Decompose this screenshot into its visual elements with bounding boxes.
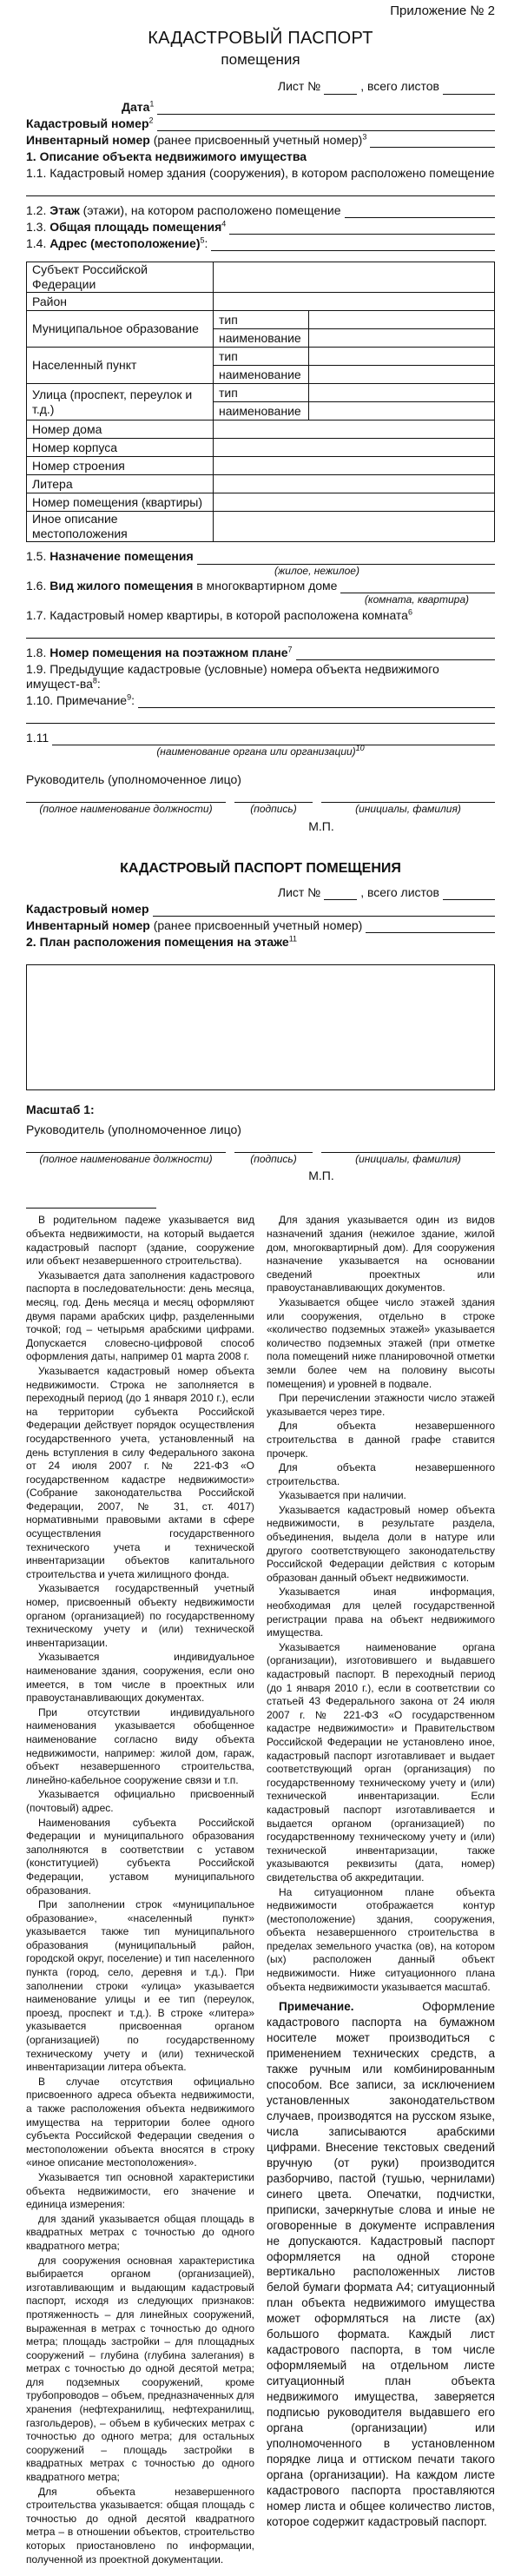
signature-field[interactable] xyxy=(234,791,313,803)
footnote: При заполнении строк «муниципальное образование», «населенный пункт» указывается также тип муниципального образования (муниципальный район, городской округ, поселение) и тип населенного пункта (город, село, деревня и т.д.). При заполнении строки «улица» указывается наименование улицы и ее тип (переулок, проезд, проспект и т.д.). В строке «литера» указывается присвоенная органом (организацией) по государственному техническому учету и (или) технической инвентаризации литера объекта. xyxy=(26,1898,254,2074)
floor-field[interactable] xyxy=(345,206,495,218)
footnote: Указывается официально присвоенный (почтовый) адрес. xyxy=(26,1788,254,1814)
sheet-number-line: Лист № , всего листов xyxy=(26,79,495,94)
area-field[interactable] xyxy=(229,222,495,235)
address-row: Литера xyxy=(27,475,495,493)
residential-type-field[interactable] xyxy=(340,581,495,593)
field-1-6: 1.6. Вид жилого помещения в многоквартирном доме xyxy=(26,579,495,593)
footnote: На ситуационном плане объекта недвижимости отображается контур (местоположение) здания, сооружения, объекта незавершенного строительства в пределах земельного участка (ов), на котором (ых) расположен данный объект недвижимости. Ниже ситуационного плана объекта недвижимости указывается масштаб. xyxy=(267,1885,495,1993)
organ-caption: (наименование органа или организации)$^{10}$ xyxy=(156,744,365,758)
footnote: Для здания указывается один из видов назначений здания (нежилое здание, жилой дом, многоквартирный дом). Для сооружения назначение указывается на основании сведений проектных или правоустанавливающих документов. xyxy=(267,1214,495,1295)
footnote: Указывается при наличии. xyxy=(279,1489,406,1502)
address-row: Субъект Российской Федерации xyxy=(27,262,495,293)
address-value-cell[interactable] xyxy=(214,457,495,475)
floor-plan-box xyxy=(26,964,495,1090)
sheet2-inv-field[interactable] xyxy=(366,921,495,933)
sheet2-cad-row: Кадастровый номер xyxy=(26,902,495,917)
appendix-label: Приложение № 2 xyxy=(390,3,495,18)
address-row: Район xyxy=(27,293,495,311)
address-value-cell[interactable] xyxy=(309,402,495,421)
address-row: Населенный пункт тип xyxy=(27,348,495,366)
footnote: При перечислении этажности число этажей указывается через тире. xyxy=(267,1392,495,1418)
field-1-9: 1.9. Предыдущие кадастровые (условные) номера объекта недвижимого имущест-$ва^8$: xyxy=(26,662,439,692)
address-value-cell[interactable] xyxy=(214,421,495,439)
footnote: Для объекта незавершенного строительства в данной графе ставится прочерк. xyxy=(267,1420,495,1460)
stamp-label: М.П. xyxy=(308,818,334,833)
footnote: для зданий указывается общая площадь в квадратных метрах с точностью до одного квадратного метра; xyxy=(26,2212,254,2252)
address-row: наименование xyxy=(27,329,495,348)
address-row: Иное описание местоположения xyxy=(27,512,495,542)
address-value-cell[interactable] xyxy=(214,262,495,293)
floor-plan-number-field[interactable] xyxy=(296,648,495,660)
address-row: Улица (проспект, переулок и т.д.) тип xyxy=(27,384,495,402)
address-value-cell[interactable] xyxy=(214,493,495,512)
field-1-1: 1.1. Кадастровый номер здания (сооружения), в котором расположено помещение xyxy=(26,165,495,180)
address-value-cell[interactable] xyxy=(309,329,495,348)
footnote: Указывается кадастровый номер объекта недвижимости. Строка не заполняется в переходный период (до 1 января 2010 г.), если на территории субъекта Российской Федерации действует порядок осуществления государственного учета, установленный на день вступления в силу Федерального закона от 24 июля 2007 г. № 221-ФЗ «О государственном кадастре недвижимости» (Собрание законодательства Российской Федерации, 2007, № 31, ст. 4017) нормативными правовыми актами в сфере осуществления государственного технического учета и технической инвентаризации объектов капитального строительства и учета жилищного фонда. xyxy=(26,1364,254,1580)
address-value-cell[interactable] xyxy=(214,439,495,457)
footnote: Указывается наименование органа (организации), изготовившего и выдавшего кадастровый паспорт. В переходный период (до 1 января 2010 г.), если в соответствии со статьей 43 Федерального закона от 24 июля 2007 г. № 221-ФЗ «О государственном кадастре недвижимости» и Правительством Российской Федерации не установлено иное, кадастровый паспорт изготавливает и выдает соответствующий орган (организация) по государственному техническому учету и (или) технической инвентаризации. Если кадастровый паспорт изготавливается и выдается органом (организацией) по государственному техническому учету и (или) технической инвентаризации, также указываются реквизиты (дата, номер) свидетельства об аккредитации. xyxy=(267,1640,495,1884)
address-row: Номер корпуса xyxy=(27,439,495,457)
field-1-7: 1.7. Кадастровый номер квартиры, в которой расположена комната$^6$ xyxy=(26,607,412,622)
footnote: Указывается государственный учетный номер, присвоенный объекту недвижимости органом (организацией) по государственному техническому учету и (или) технической инвентаризации. xyxy=(26,1582,254,1649)
inv-num-field[interactable] xyxy=(370,136,495,148)
document: Приложение № 2 КАДАСТРОВЫЙ ПАСПОРТ помещения Лист № , всего листов Дата$^1$ Кадастровый номер$^2$ Инвентарный номер (ранее присвоенный учетный номер)$^3$ 1. Описание объекта недвижимого имущества 1.1. Кадастровый номер здания (сооружения), в котором расположено помещение 1.2. Этаж (этажи), на котором расположено помещение 1.3. Общая площадь помещения$^4$ 1.4. Адрес (местоположение)$^5$: Субъект Российской Федерации Район Муниципальное образование тип наименование Населенный пункт тип наименование Улица (проспект, переулок и т.д.) тип наименование Номер дома Номер корпуса Номер строения Литера Номер помещения (квартиры) Иное описание местоположения 1.5. Назначение помещения (жилое, нежилое) 1.6. Вид жилого помещения в многоквартирном доме (комната, квартира) 1.7. Кадастровый номер квартиры, в которой расположена комната$^6$ 1.8. Номер помещения на поэтажном плане$^7$ 1.9. Предыдущие кадастровые (условные) номера объекта недвижимого имущест-$ва^8$: 1.10. Примечание$^9$: 1.11 (наименование органа или организации)$^{10}$ Руководитель (уполномоченное лицо) (полное наименование должности) (подпись) (инициалы, фамилия) М.П. КАДАСТРОВЫЙ ПАСПОРТ ПОМЕЩЕНИЯ Лист № , всего листов Кадастровый номер Инвентарный номер (ранее присвоенный учетный номер) 2. План расположения помещения на этаже$^{11}$ Масштаб 1: Руководитель (уполномоченное лицо) (полное наименование должности) (подпись) (инициалы, фамилия) М.П. В родительном падеже указывается вид объекта недвижимости, на который выдается кадастровый паспорт (здание, сооружение или объект незавершенного строительства). Указывается дата заполнения кадастрового паспорта в последовательности: день месяца, месяц, год. День месяца и месяц оформляют двумя парами арабских цифр, разделенными точкой; год – четырьмя арабскими цифрами. Допускается словесно-цифровой способ оформления даты, например 01 марта 2008 г. Указывается кадастровый номер объекта недвижимости. Строка не заполняется в переходный период (до 1 января 2010 г.), если на территории субъекта Российской Федерации действует порядок осуществления государственного учета, установленный на день вступления в силу Федерального закона от 24 июля 2007 г. № 221-ФЗ «О государственном кадастре недвижимости» (Собрание законодательства Российской Федерации, 2007, № 31, ст. 4017) нормативными правовыми актами в сфере осуществления государственного технического учета и технической инвентаризации объектов капитального строительства и учета жилищного фонда. Указывается государственный учетный номер, присвоенный объекту недвижимости органом (организацией) по государственному техническому учету и (или) технической инвентаризации. Указывается индивидуальное наименование здания, сооружения, если оно имеется, в том числе в проектных или правоустанавливающих документах. При отсутствии индивидуального наименования указывается обобщенное наименование согласно виду объекта недвижимости, например: жилой дом, гараж, объект незавершенного строительства, линейно-кабельное сооружение связи и т.п. Указывается официально присвоенный (почтовый) адрес. Наименования субъекта Российской Федерации и муниципального образования заполняются в соответствии с уставом (конституцией) субъекта Российской Федерации, уставом муниципального образования. При заполнении строк «муниципальное образование», «населенный пункт» указывается также тип муниципального образования (муниципальный район, городской округ, поселение) и тип населенного пункта (город, село, деревня и т.д.). При заполнении строки «улица» указывается наименование улицы и ее тип (переулок, проезд, проспект и т.д.). В строке «литера» указывается присвоенная органом (организацией) по государственному техническому учету и (или) технической инвентаризации литера объекта. В случае отсутствия официально присвоенного адреса объекта недвижимости, а также расположения объекта недвижимого имущества на территории более одного субъекта Российской Федерации сведения о местоположении объекта вносятся в строку «иное описание местоположения». Указывается тип основной характеристики объекта недвижимости, его значение и единица измерения: для зданий указывается общая площадь в квадратных метрах с точностью до одного квадратного метра; для сооружения основная характеристика выбирается органом (организацией), изготавливающим и выдающим кадастровый паспорт, исходя из следующих признаков: протяженность – для линейных сооружений, выраженная в метрах с точностью до одного метра; площадь застройки – для площадных сооружений – глубина (глубина залегания) в метрах с точностью до одной десятой метра; для подземных сооружений, кроме трубопроводов – объем, предназначенных для хранения (нефтехранилищ, нефтехранилищ, газгольдеров), – объем в кубических метрах с точностью до одного метра; для остальных сооружений – площадь застройки в квадратных метрах с точностью до одного квадратного метра; Для объекта незавершенного строительства указывается: общая площадь с точностью до одной десятой квадратного метра – в отношении объектов, строительство которых приостановлено по информации, полученной из проектной документации. Для здания указывается один из видов назначений здания (нежилое здание, жилой дом, многоквартирный дом). Для сооружения назначение указывается на основании сведений проектных или правоустанавливающих документов. Указывается общее число этажей здания или сооружения, отдельно в строке «количество подземных этажей» указывается количество подземных этажей (при отметке пола помещений ниже планировочной отметки земли более чем на половину высоты помещения) и уровней в подвале. При перечислении этажности число этажей указывается через тире. Для объекта незавершенного строительства в данной графе ставится прочерк. Для объекта незавершенного строительства. Указывается при наличии. Указывается кадастровый номер объекта недвижимости, в результате раздела, объединения, выдела доли в натуре или другого соответствующего законодательству Российской Федерации действия с которым образован данный объект недвижимости. Указывается иная информация, необходимая для целей государственной регистрации права на объект недвижимого имущества. Указывается наименование органа (организации), изготовившего и выдавшего кадастровый паспорт. В переходный период (до 1 января 2010 г.), если в соответствии со статьей 43 Федерального закона от 24 июля 2007 г. № 221-ФЗ «О государственном кадастре недвижимости» и Правительством Российской Федерации не установлено иное, кадастровый паспорт изготавливает и выдает соответствующий орган (организация) по государственному техническому учету и (или) технической инвентаризации. Если кадастровый паспорт изготавливается и выдается органом (организацией) по государственному техническому учету и (или) технической инвентаризации, также указываются реквизиты (дата, номер) свидетельства об аккредитации. На ситуационном плане объекта недвижимости отображается контур (местоположение) здания, сооружения, объекта незавершенного строительства в пределах земельного участка (ов), на котором (ых) расположен данный объект недвижимости. Ниже ситуационного плана объекта недвижимости указывается масштаб. Примечание. Оформление кадастрового паспорта на бумажном носителе может производиться с применением технических средств, а также ручным или комбинированным способом. Все записи, за исключением установленных законодательством случаев, производятся на русском языке, числа записываются арабскими цифрами. Внесение текстовых сведений вручную (от руки) производится разборчиво, пастой (тушью, чернилами) синего цвета. Опечатки, подчистки, приписки, зачеркнутые слова и иные не оговоренные в документе исправления не допускаются. Кадастровый паспорт оформляется на одной стороне вертикально расположенных листов белой бумаги формата А4; ситуационный план объекта недвижимого имущества может оформляться на листе (ах) большого формата. Каждый лист кадастрового паспорта, в том числе оформляемый на отдельном листе ситуационный план объекта недвижимого имущества, заверяется подписью руководителя выдавшего его органа (организации) или уполномоченного в установленном порядке лица и оттиском печати такого органа (организации). На каждом листе кадастрового паспорта проставляются номер листа и общее количество листов, которое содержит кадастровый паспорт. xyxy=(0,0,521,2576)
field-1-4: 1.4. Адрес (местоположение)$^5$: xyxy=(26,236,495,251)
address-row: Номер дома xyxy=(27,421,495,439)
field-1-1-value[interactable] xyxy=(26,184,495,196)
scale-row: Масштаб 1: xyxy=(26,1102,95,1116)
residential-type-caption: (комната, квартира) xyxy=(364,593,469,606)
purpose-field[interactable] xyxy=(197,553,495,565)
address-value-cell[interactable] xyxy=(309,384,495,402)
initials-field[interactable] xyxy=(321,791,495,803)
footnote: В случае отсутствия официально присвоенного адреса объекта недвижимости, а также расположения объекта недвижимого имущества на территории более одного субъекта Российской Федерации сведения о местоположении объекта вносятся в строку «иное описание местоположения». xyxy=(26,2075,254,2169)
footnote: Для объекта незавершенного строительства. xyxy=(267,1461,495,1487)
address-value-cell[interactable] xyxy=(214,512,495,542)
sheet2-inv-row: Инвентарный номер (ранее присвоенный учетный номер) xyxy=(26,918,495,933)
signature-lines xyxy=(26,791,495,803)
address-value-cell[interactable] xyxy=(214,293,495,311)
head-row: Руководитель (уполномоченное лицо) xyxy=(26,771,241,786)
footnote: Для объекта незавершенного строительства указывается: общая площадь с точностью до одной десятой квадратного метра – в отношении объектов, строительство которых приостановлено по информации, полученной из проектной документации. xyxy=(26,2485,254,2566)
address-field[interactable] xyxy=(211,239,495,251)
footnote: В родительном падеже указывается вид объекта недвижимости, на который выдается кадастровый паспорт (здание, сооружение или объект незавершенного строительства). xyxy=(26,1214,254,1268)
sheet2-stamp-label: М.П. xyxy=(308,1169,334,1183)
cad-num-row: Кадастровый номер$^2$ xyxy=(26,116,495,131)
sheet2-position-field[interactable] xyxy=(26,1141,226,1153)
apartment-cad-field[interactable] xyxy=(26,626,495,639)
footnote: Наименования субъекта Российской Федерации и муниципального образования заполняются в соответствии с уставом (конституцией) субъекта Российской Федерации, уставом муниципального образования. xyxy=(26,1816,254,1897)
field-1-5: 1.5. Назначение помещения xyxy=(26,549,495,564)
footnote: Указывается кадастровый номер объекта недвижимости, в результате раздела, объединения, выдела доли в натуре или другого соответствующего законодательству Российской Федерации действия с которым образован данный объект недвижимости. xyxy=(267,1503,495,1584)
sheet2-number-field[interactable] xyxy=(324,885,357,900)
address-row: наименование xyxy=(27,366,495,384)
sheet2-total-field[interactable] xyxy=(443,885,495,900)
address-value-cell[interactable] xyxy=(214,475,495,493)
document-title: КАДАСТРОВЫЙ ПАСПОРТ xyxy=(148,29,373,49)
footnote-divider xyxy=(26,1208,156,1209)
field-1-11: 1.11 xyxy=(26,731,495,745)
footnotes-right xyxy=(267,1214,495,2567)
document-subtitle: помещения xyxy=(221,50,300,68)
address-value-cell[interactable] xyxy=(309,311,495,329)
plan-title: 2. План расположения помещения на этаже$^{11}$ xyxy=(26,934,298,950)
sheet-total-field[interactable] xyxy=(443,79,495,94)
field-1-10: 1.10. Примечание$^9$: xyxy=(26,693,495,708)
field-1-2: 1.2. Этаж (этажи), на котором расположено помещение xyxy=(26,203,495,218)
purpose-caption: (жилое, нежилое) xyxy=(274,564,359,577)
cad-num-field[interactable] xyxy=(157,119,495,131)
field-1-8: 1.8. Номер помещения на поэтажном плане$^7$ xyxy=(26,646,495,660)
footnote: Указывается иная информация, необходимая для целей государственной регистрации права на объект недвижимого имущества. xyxy=(267,1586,495,1639)
address-value-cell[interactable] xyxy=(309,348,495,366)
inv-num-row: Инвентарный номер (ранее присвоенный учетный номер)$^3$ xyxy=(26,133,495,148)
footnote: Указывается тип основной характеристики объекта недвижимости, его значение и единица измерения: xyxy=(26,2170,254,2211)
address-row: Номер строения xyxy=(27,457,495,475)
sheet2-number-line: Лист № , всего листов xyxy=(26,885,495,900)
note-block: Примечание. Оформление кадастрового паспорта на бумажном носителе может производиться с применением технических средств, а также ручным или комбинированным способом. Все записи, за исключением установленных законодательством случаев, производятся на русском языке, числа записываются арабскими цифрами. Внесение текстовых сведений вручную (от руки) производится разборчиво, пастой (тушью, чернилами) синего цвета. Опечатки, подчистки, приписки, зачеркнутые слова и иные не оговоренные в документе исправления не допускаются. Кадастровый паспорт оформляется на одной стороне вертикально расположенных листов белой бумаги формата А4; ситуационный план объекта недвижимого имущества может оформляться на листе (ах) большого формата. Каждый лист кадастрового паспорта, в том числе оформляемый на отдельном листе ситуационный план объекта недвижимого имущества, заверяется подписью руководителя выдавшего его органа (организации) или уполномоченного в установленном порядке лица и оттиском печати такого органа (организации). На каждом листе кадастрового паспорта проставляются номер листа и общее количество листов, которое содержит кадастровый паспорт. xyxy=(267,2000,495,2528)
address-value-cell[interactable] xyxy=(309,366,495,384)
footnote: Указывается дата заполнения кадастрового паспорта в последовательности: день месяца, месяц, год. День месяца и месяц оформляют двумя парами арабских цифр, разделенными точкой; год – четырьмя арабскими цифрами. Допускается словесно-цифровой способ оформления даты, например 01 марта 2008 г. xyxy=(26,1268,254,1363)
sheet2-initials-field[interactable] xyxy=(321,1141,495,1153)
date-row: Дата$^1$ xyxy=(26,100,495,115)
footnotes-left xyxy=(26,1214,254,2567)
organ-field[interactable] xyxy=(52,733,495,745)
address-row: наименование xyxy=(27,402,495,421)
footnote: для сооружения основная характеристика выбирается органом (организацией), изготавливающим и выдающим кадастровый паспорт, исходя из следующих признаков: протяженность – для линейных сооружений, выраженная в метрах с точностью до одного метра; площадь застройки – для площадных сооружений – глубина (глубина залегания) в метрах с точностью до одной десятой метра; для подземных сооружений, кроме трубопроводов – объем, предназначенных для хранения (нефтехранилищ, нефтехранилищ, газгольдеров), – объем в кубических метрах с точностью до одного метра; для остальных сооружений – площадь застройки в квадратных метрах с точностью до одного квадратного метра; xyxy=(26,2254,254,2484)
sheet2-signature-field[interactable] xyxy=(234,1141,313,1153)
note-field-2[interactable] xyxy=(26,712,495,724)
note-field[interactable] xyxy=(138,696,495,708)
address-table xyxy=(26,262,495,542)
field-1-3: 1.3. Общая площадь помещения$^4$ xyxy=(26,220,495,235)
address-row: Муниципальное образование тип xyxy=(27,311,495,329)
address-row: Номер помещения (квартиры) xyxy=(27,493,495,512)
sheet2-title: КАДАСТРОВЫЙ ПАСПОРТ ПОМЕЩЕНИЯ xyxy=(120,860,401,876)
sheet2-cad-field[interactable] xyxy=(153,904,496,917)
footnote: При отсутствии индивидуального наименования указывается обобщенное наименование согласно виду объекта недвижимости, например: жилой дом, гараж, объект незавершенного строительства, линейно-кабельное сооружение связи и т.п. xyxy=(26,1705,254,1786)
footnote: Указывается индивидуальное наименование здания, сооружения, если оно имеется, в том числе в проектных или правоустанавливающих документах. xyxy=(26,1651,254,1705)
section-1-title: 1. Описание объекта недвижимого имущества xyxy=(26,149,307,163)
position-field[interactable] xyxy=(26,791,226,803)
footnote: Указывается общее число этажей здания или сооружения, отдельно в строке «количество подземных этажей» указывается количество подземных этажей (при отметке пола помещений ниже планировочной отметки земли более чем на половину высоты помещения) и уровней в подвале. xyxy=(267,1295,495,1390)
date-field[interactable] xyxy=(157,103,495,115)
sheet-number-field[interactable] xyxy=(324,79,357,94)
footnotes xyxy=(26,1214,495,2567)
